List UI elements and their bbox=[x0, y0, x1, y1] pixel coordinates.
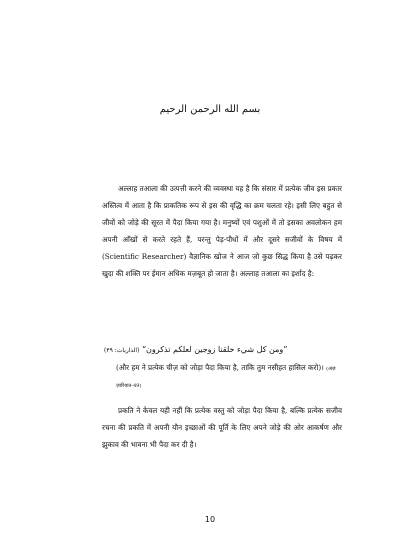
quran-verse-arabic bbox=[104, 345, 340, 354]
paragraph-creation: अल्लाह तआला की उत्पत्ती करने की व्यवस्था यह है कि संसार में प्रत्येक जीव इस प्रकार अस्तित्व में आता है कि प्राकतिक रूप से इस की वृद्धि का क्रम चलता रहे। इसी लिए बहुत से जीवों को जोड़े की सूरत में पैदा किया गया है। मनुष्यों एवं पशुओं में तो इसका अवलोकन हम अपनी आँखों से करते रहते हैं, परन्तु पेड़-पौधों में और दूसरे सजीवों के विषय में (Scientific Researcher) वैज्ञानिक खोज ने आज जो कुछ सिद्ध किया है उसे पढ़कर खुदा की शक्ति पर ईमान अधिक मज़बूत हो जाता है। अल्लाह तआला का इर्शाद है: bbox=[102, 184, 342, 278]
verse-translation-text: (और हम ने प्रत्येक चीज़ को जोड़ा पैदा किया है, ताकि तुम नसीहत हासिल करो)। bbox=[116, 363, 324, 372]
verse-arabic-reference: (الذاريات: ۴۹) bbox=[104, 347, 140, 354]
verse-translation-reference: (अज़ ज़ारियात-49) bbox=[116, 366, 336, 389]
paragraph-attraction: प्रकति ने केवल यही नहीं कि प्रत्येक वस्तु को जोड़ा पैदा किया है, बल्कि प्रत्येक सजीव रचना की प्रकति में अपनी यौन इच्छाओं की पूर्ति के लिए अपने जोड़े की ओर आकर्षण और झुकाव की भावना भी पैदा कर दी है। bbox=[102, 406, 342, 449]
verse-arabic-text: ”ومن كل شيء خلقنا زوجين لعلكم تذكرون“ bbox=[141, 345, 288, 354]
bismillah-heading: بسم الله الرحمن الرحيم bbox=[159, 104, 261, 115]
quran-verse-translation bbox=[116, 360, 342, 394]
page-number: 10 bbox=[204, 515, 216, 524]
